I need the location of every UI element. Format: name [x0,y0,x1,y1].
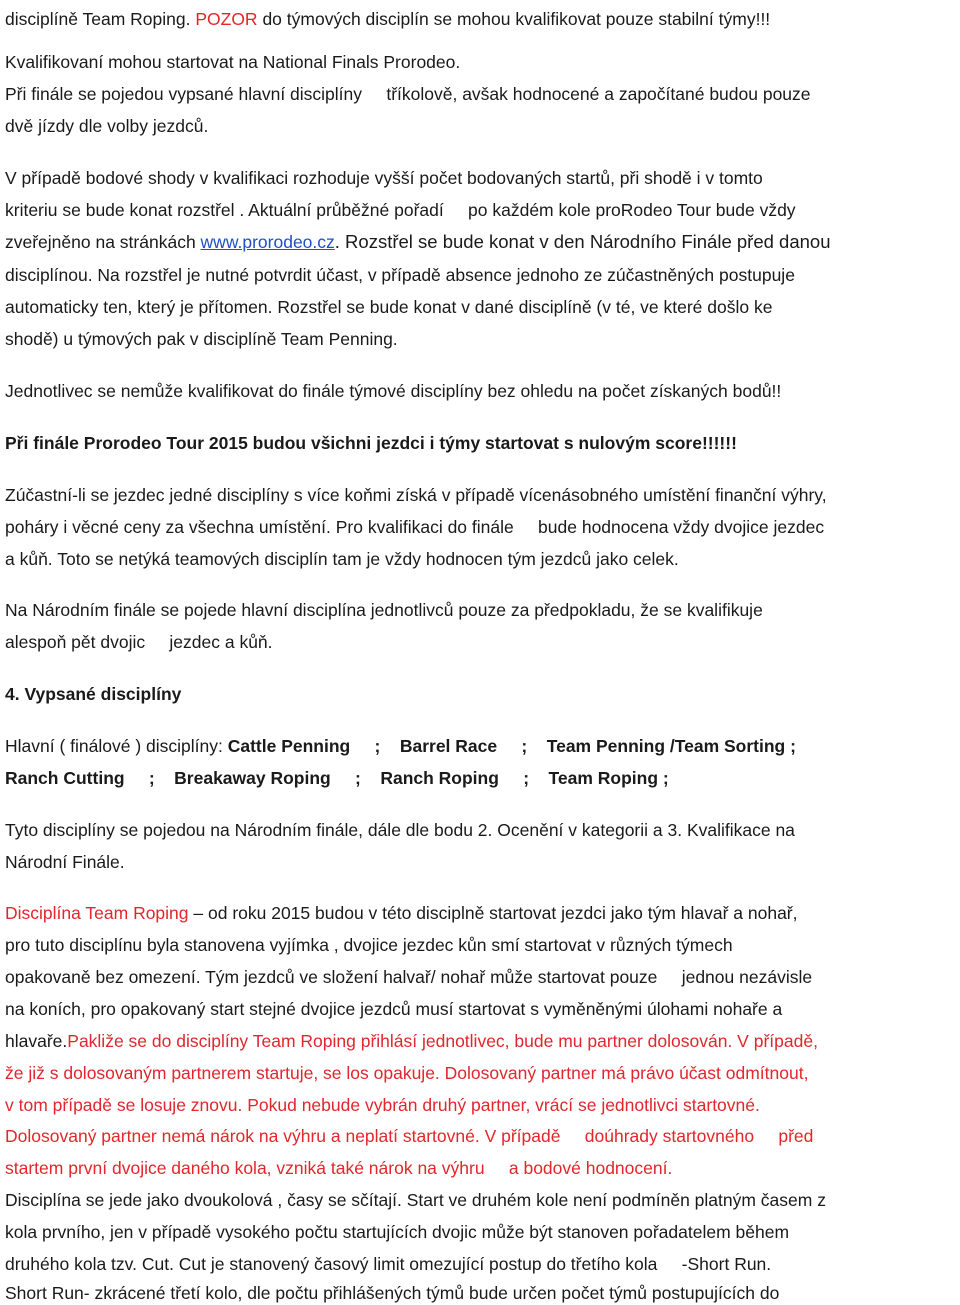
paragraph-line: V případě bodové shody v kvalifikaci rozhoduje vyšší počet bodovaných startů, při shodě i v tomto [5,168,763,188]
paragraph-line: druhého kola tzv. Cut. Cut je stanovený časový limit omezující postup do třetího kola -Short Run. [5,1254,772,1274]
paragraph-line: Jednotlivec se nemůže kvalifikovat do finále týmové disciplíny bez ohledu na počet získaných bodů!! [5,381,782,401]
paragraph-line: opakovaně bez omezení. Tým jezdců ve složení halvař/ nohař může startovat pouze jednou nezávisle [5,967,813,987]
paragraph-line [5,7,770,31]
paragraph-line: kola prvního, jen v případě vysokého počtu startujících dvojic může být stanoven pořadatelem během [5,1222,790,1242]
paragraph-line [5,901,798,925]
red-paragraph-line: startem první dvojice daného kola, vzniká také nárok na výhru a bodové hodnocení. [5,1158,673,1178]
paragraph-line: Národní Finále. [5,852,125,872]
red-text: Pakliže se do disciplíny Team Roping přihlásí jednotlivec, bude mu partner dolosován. V případě, [67,1031,818,1051]
paragraph-line: poháry i věcné ceny za všechna umístění. Pro kvalifikaci do finále bude hodnocena vždy dvojice jezdec [5,517,825,537]
paragraph-line [5,1029,818,1053]
paragraph-line: kriteriu se bude konat rozstřel . Aktuální průběžné pořadí po každém kole proRodeo Tour bude vždy [5,200,796,220]
paragraph-line: alespoň pět dvojic jezdec a kůň. [5,632,273,652]
paragraph-line: Tyto disciplíny se pojedou na Národním finále, dále dle bodu 2. Ocenění v kategorii a 3. Kvalifikace na [5,820,795,840]
paragraph-line: disciplínou. Na rozstřel je nutné potvrdit účast, v případě absence jednoho ze zúčastněných postupuje [5,265,795,285]
paragraph-line: Zúčastní-li se jezdec jedné disciplíny s více koňmi získá v případě vícenásobného umístění finanční výhry, [5,485,827,505]
text-span: – od roku 2015 budou v této disciplně startovat jezdci jako tým hlavař a nohař, [188,903,798,923]
section-heading: 4. Vypsané disciplíny [5,684,182,704]
paragraph-line: dvě jízdy dle volby jezdců. [5,116,209,136]
paragraph-line: a kůň. Toto se netýká teamových disciplín tam je vždy hodnocen tým jezdců jako celek. [5,549,679,569]
paragraph-line [5,734,796,758]
discipline-list: Ranch Cutting ; Breakaway Roping ; Ranch Roping ; Team Roping ; [5,768,669,788]
paragraph-line: na koních, pro opakovaný start stejné dvojice jezdců musí startovat s vyměněnými úlohami nohaře a [5,999,783,1019]
text-span: zveřejněno na stránkách [5,232,201,252]
paragraph-line: pro tuto disciplínu byla stanovena vyjímka , dvojice jezdec kůn smí startovat v různých týmech [5,935,733,955]
paragraph-line: shodě) u týmových pak v disciplíně Team Penning. [5,329,398,349]
paragraph-line: Při finále se pojedou vypsané hlavní disciplíny tříkolově, avšak hodnocené a započítané budou pouze [5,84,811,104]
paragraph-line: Kvalifikovaní mohou startovat na National Finals Prorodeo. [5,52,461,72]
warning-text: POZOR [195,9,258,29]
text-span: hlavaře. [5,1031,68,1051]
paragraph-line: Short Run- zkrácené třetí kolo, dle počtu přihlášených týmů bude určen počet týmů postupujících do [5,1283,780,1303]
bold-notice: Při finále Prorodeo Tour 2015 budou všichni jezdci i týmy startovat s nulovým score!!!!!! [5,433,737,453]
paragraph-line [5,230,831,254]
text-span: Hlavní ( finálové ) disciplíny: [5,736,228,756]
red-paragraph-line: že již s dolosovaným partnerem startuje, se los opakuje. Dolosovaný partner má právo účast odmítnout, [5,1063,809,1083]
red-paragraph-line: v tom případě se losuje znovu. Pokud nebude vybrán druhý partner, vrácí se jednotlivci startovné. [5,1095,760,1115]
text-span: . Rozstřel se bude konat v den Národního Finále před danou [334,231,831,252]
prorodeo-link[interactable]: www.prorodeo.cz [200,232,335,252]
red-paragraph-line: Dolosovaný partner nemá nárok na výhru a neplatí startovné. V případě doúhrady startovného před [5,1126,814,1146]
paragraph-line: Disciplína se jede jako dvoukolová , časy se sčítají. Start ve druhém kole není podmíněn platným časem z [5,1190,826,1210]
red-heading-text: Disciplína Team Roping [5,903,189,923]
discipline-list: Cattle Penning ; Barrel Race ; Team Penning /Team Sorting ; [227,736,796,756]
text-span: do týmových disciplín se mohou kvalifikovat pouze stabilní týmy!!! [257,9,771,29]
text-span: disciplíně Team Roping. [5,9,196,29]
paragraph-line: Na Národním finále se pojede hlavní disciplína jednotlivců pouze za předpokladu, že se kvalifikuje [5,600,763,620]
paragraph-line: automaticky ten, který je přítomen. Rozstřel se bude konat v dané disciplíně (v té, ve které došlo ke [5,297,773,317]
